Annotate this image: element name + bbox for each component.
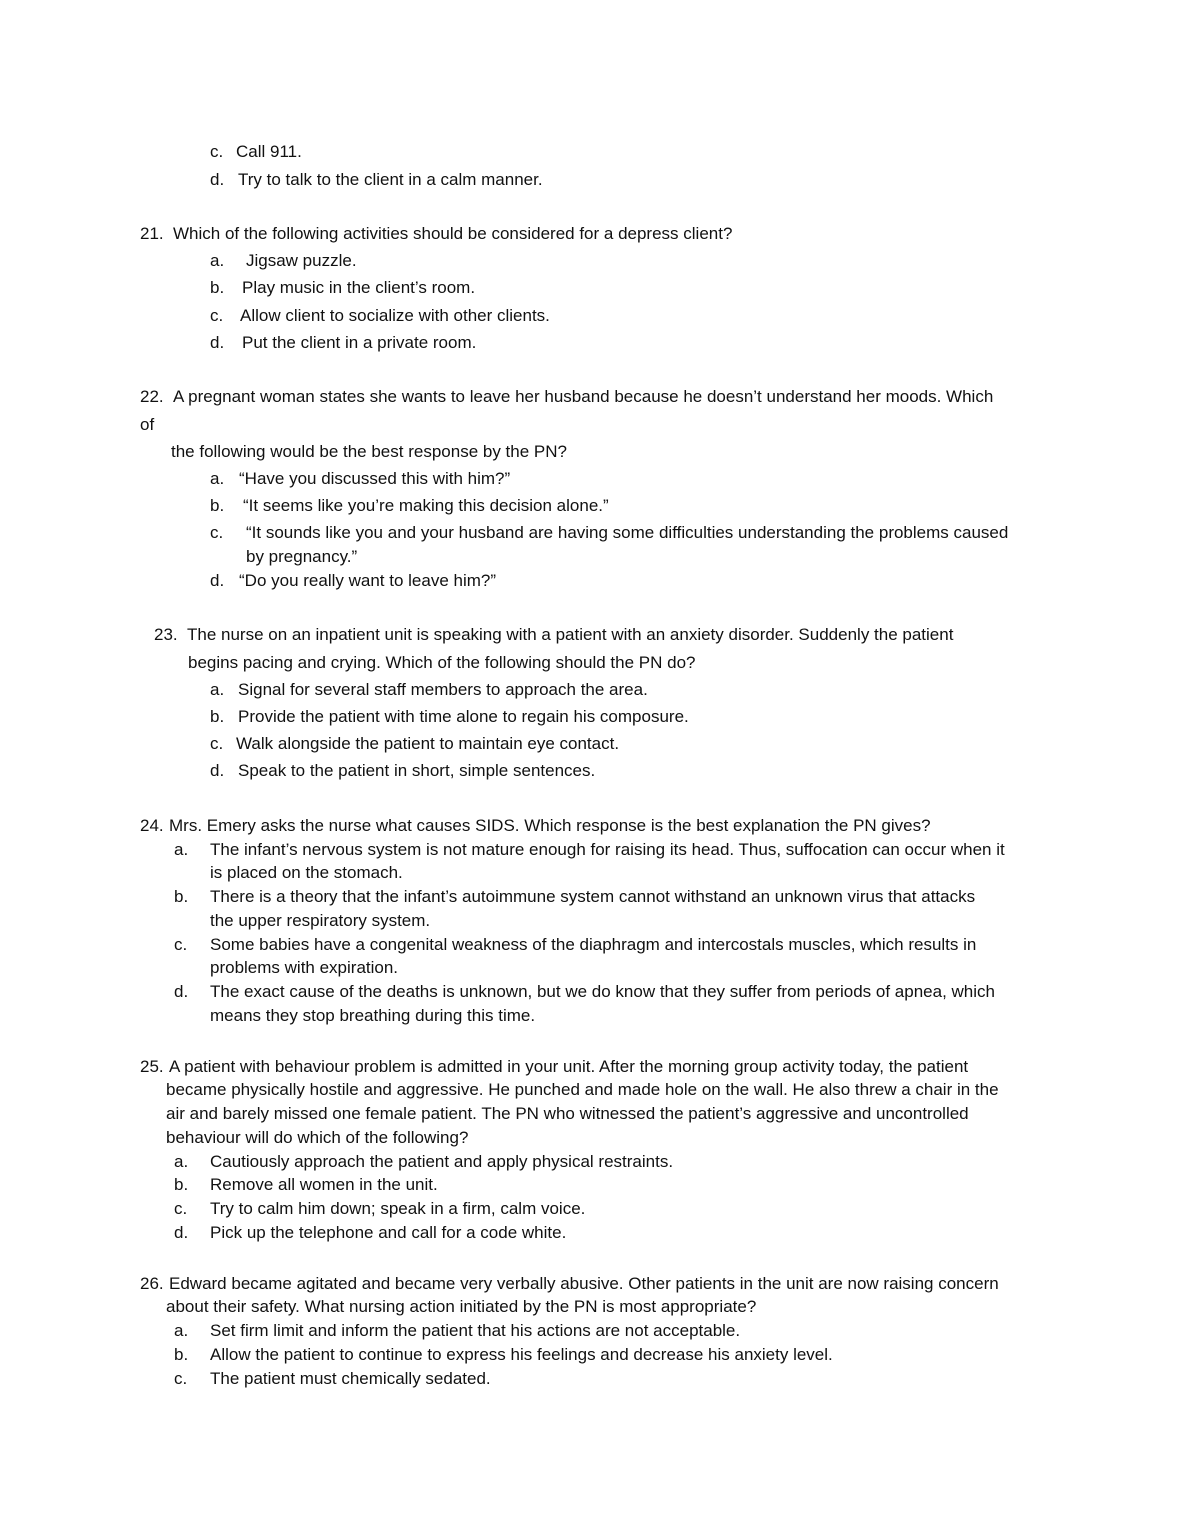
option-letter: b. — [210, 496, 225, 515]
option-text: Play music in the client’s room. — [242, 278, 476, 297]
option-text: Signal for several staff members to approach the area. — [238, 680, 648, 699]
option-text: The infant’s nervous system is not mature enough for raising its head. Thus, suffocation can occur when it — [210, 840, 1005, 859]
option-letter: a. — [174, 1321, 189, 1340]
option-text: Remove all women in the unit. — [210, 1175, 438, 1194]
option-letter: d. — [210, 761, 225, 780]
option-letter: c. — [210, 306, 224, 325]
question-text: Edward became agitated and became very verbally abusive. Other patients in the unit are now raising concern — [169, 1274, 999, 1293]
option-text: “It sounds like you and your husband are having some difficulties understanding the problems caused — [246, 523, 1009, 542]
option-text: “Do you really want to leave him?” — [239, 571, 497, 590]
option-text: There is a theory that the infant’s autoimmune system cannot withstand an unknown virus that attacks — [210, 887, 976, 906]
question-text: A patient with behaviour problem is admitted in your unit. After the morning group activity today, the patient — [169, 1057, 969, 1076]
question-number: 22. — [140, 387, 164, 406]
option-text: problems with expiration. — [210, 958, 399, 977]
question-number: 24. — [140, 816, 164, 835]
option-text: Try to calm him down; speak in a firm, calm voice. — [210, 1199, 586, 1218]
question-text: about their safety. What nursing action initiated by the PN is most appropriate? — [166, 1297, 757, 1316]
option-text: Some babies have a congenital weakness of the diaphragm and intercostals muscles, which results in — [210, 935, 977, 954]
option-letter: c. — [174, 1199, 188, 1218]
option-letter: a. — [210, 680, 225, 699]
question-number: 23. — [154, 625, 178, 644]
option-text: Put the client in a private room. — [242, 333, 477, 352]
question-number: 26. — [140, 1274, 164, 1293]
option-letter: a. — [174, 840, 189, 859]
option-text: Speak to the patient in short, simple sentences. — [238, 761, 596, 780]
question-number: 25. — [140, 1057, 164, 1076]
question-text: Which of the following activities should be considered for a depress client? — [173, 224, 733, 243]
question-number: 21. — [140, 224, 164, 243]
question-text: became physically hostile and aggressive. He punched and made hole on the wall. He also threw a chair in the — [166, 1080, 999, 1099]
option-letter: c. — [210, 523, 224, 542]
option-letter: a. — [174, 1152, 189, 1171]
option-text: means they stop breathing during this time. — [210, 1006, 536, 1025]
option-text: The exact cause of the deaths is unknown, but we do know that they suffer from periods of apnea, which — [210, 982, 995, 1001]
option-text: Cautiously approach the patient and apply physical restraints. — [210, 1152, 674, 1171]
option-letter: c. — [174, 935, 188, 954]
option-letter: b. — [174, 887, 189, 906]
option-letter: a. — [210, 469, 225, 488]
option-text: Allow client to socialize with other clients. — [240, 306, 550, 325]
option-letter: c. — [174, 1369, 188, 1388]
question-text: A pregnant woman states she wants to leave her husband because he doesn’t understand her moods. Which — [173, 387, 994, 406]
option-letter: d. — [174, 1223, 189, 1242]
option-letter: b. — [174, 1175, 189, 1194]
option-letter: c. — [210, 142, 224, 161]
option-text: is placed on the stomach. — [210, 863, 403, 882]
option-letter: d. — [210, 571, 225, 590]
option-letter: a. — [210, 251, 225, 270]
option-text: “Have you discussed this with him?” — [239, 469, 511, 488]
question-text: The nurse on an inpatient unit is speaking with a patient with an anxiety disorder. Suddenly the patient — [187, 625, 954, 644]
question-text: Mrs. Emery asks the nurse what causes SIDS. Which response is the best explanation the PN gives? — [169, 816, 931, 835]
option-text: Pick up the telephone and call for a code white. — [210, 1223, 567, 1242]
question-text: of — [140, 415, 155, 434]
option-text: the upper respiratory system. — [210, 911, 431, 930]
option-text: “It seems like you’re making this decision alone.” — [243, 496, 609, 515]
option-letter: b. — [174, 1345, 189, 1364]
question-text: air and barely missed one female patient. The PN who witnessed the patient’s aggressive and uncontrolled — [166, 1104, 969, 1123]
option-letter: d. — [174, 982, 189, 1001]
option-text: Set firm limit and inform the patient that his actions are not acceptable. — [210, 1321, 741, 1340]
option-text: Walk alongside the patient to maintain eye contact. — [236, 734, 620, 753]
option-letter: c. — [210, 734, 224, 753]
option-letter: b. — [210, 278, 225, 297]
question-text: behaviour will do which of the following? — [166, 1128, 469, 1147]
option-letter: d. — [210, 170, 225, 189]
option-text: by pregnancy.” — [246, 547, 358, 566]
option-text: Provide the patient with time alone to regain his composure. — [238, 707, 689, 726]
option-letter: d. — [210, 333, 225, 352]
option-text: Call 911. — [236, 142, 302, 161]
option-text: Jigsaw puzzle. — [246, 251, 357, 270]
option-letter: b. — [210, 707, 225, 726]
option-text: Try to talk to the client in a calm manner. — [238, 170, 543, 189]
question-text: begins pacing and crying. Which of the following should the PN do? — [188, 653, 696, 672]
option-text: Allow the patient to continue to express his feelings and decrease his anxiety level. — [210, 1345, 833, 1364]
option-text: The patient must chemically sedated. — [210, 1369, 491, 1388]
question-text: the following would be the best response by the PN? — [171, 442, 567, 461]
